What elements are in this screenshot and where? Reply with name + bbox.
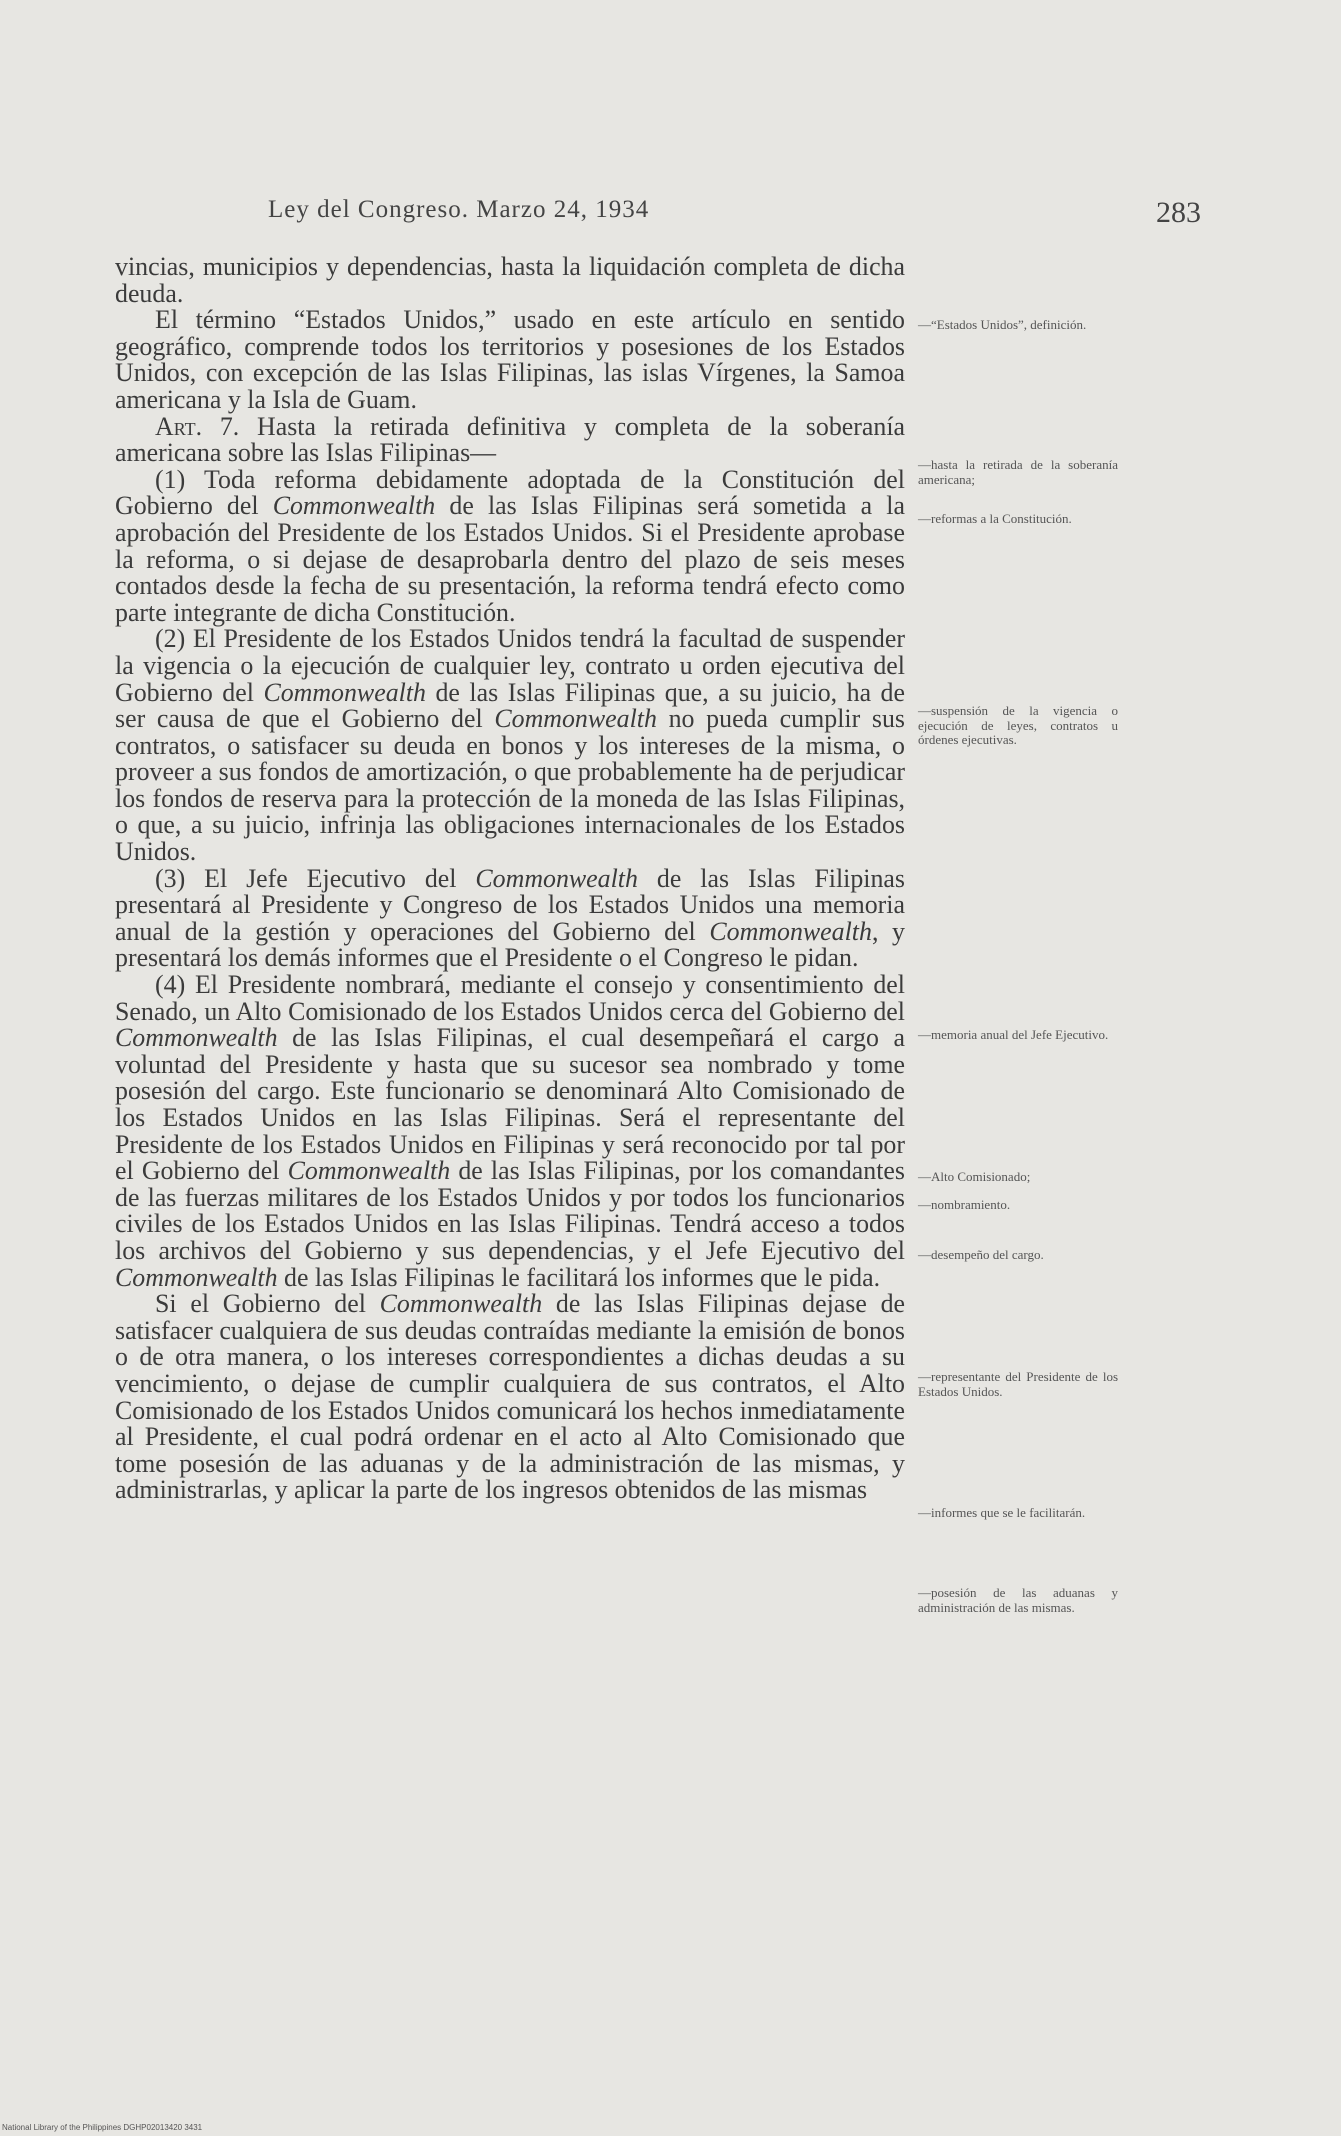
margin-note: —“Estados Unidos”, definición.: [918, 317, 1087, 332]
library-stamp: National Library of the Philippines DGHP02013420 3431: [2, 2123, 203, 2132]
margin-note: —nombramiento.: [918, 1197, 1011, 1212]
italic-term: Commonwealth: [287, 1156, 451, 1186]
italic-term: Commonwealth: [494, 704, 657, 734]
margin-note: —reformas a la Constitución.: [918, 511, 1072, 526]
margin-note: —posesión de las aduanas y administración de las mismas.: [918, 1585, 1118, 1615]
running-title: Ley del Congreso. Marzo 24, 1934: [268, 196, 650, 223]
italic-term: Commonwealth: [115, 1023, 278, 1053]
paragraph: (2) El Presidente de los Estados Unidos tendrá la facultad de suspender la vigencia o la ejecución de cualquier ley, contrato u orden ejecutiva del Gobierno del Commonwealth de las Islas Filipinas que, a su juicio, ha de ser causa de que el Gobierno del Commonwealth no pueda cumplir sus contratos, o satisfacer su deuda en bonos y los intereses de la misma, o proveer a sus fondos de amortización, o que probablemente ha de perjudicar los fondos de reserva para la protección de la moneda de las Islas Filipinas, o que, a su juicio, infrinja las obligaciones internacionales de los Estados Unidos.: [115, 624, 905, 867]
margin-note: —suspensión de la vigencia o ejecución de leyes, contratos u órdenes ejecutivas.: [918, 703, 1118, 747]
margin-note: —desempeño del cargo.: [918, 1247, 1044, 1262]
paragraph: (4) El Presidente nombrará, mediante el consejo y consentimiento del Senado, un Alto Comisionado de los Estados Unidos cerca del Gobierno del Commonwealth de las Islas Filipinas, el cual desempeñará el cargo a voluntad del Presidente y hasta que su sucesor sea nombrado y tome posesión del cargo. Este funcionario se denominará Alto Comisionado de los Estados Unidos en las Islas Filipinas. Será el representante del Presidente de los Estados Unidos en Filipinas y será reconocido por tal por el Gobierno del Commonwealth de las Islas Filipinas, por los comandantes de las fuerzas militares de los Estados Unidos y por todos los funcionarios civiles de los Estados Unidos en las Islas Filipinas. Tendrá acceso a todos los archivos del Gobierno y sus dependencias, y el Jefe Ejecutivo del Commonwealth de las Islas Filipinas le facilitará los informes que le pida.: [115, 970, 905, 1292]
page-number: 283: [1156, 196, 1201, 229]
italic-term: Commonwealth: [379, 1289, 543, 1319]
margin-note: —representante del Presidente de los Estados Unidos.: [918, 1369, 1118, 1399]
paragraph: vincias, municipios y dependencias, hasta la liquidación completa de dicha deuda.: [115, 252, 905, 308]
italic-term: Commonwealth: [115, 1262, 278, 1292]
article-label: Art. 7.: [155, 411, 240, 441]
main-text: [115, 254, 905, 1504]
paragraph: Art. 7. Hasta la retirada definitiva y completa de la soberanía americana sobre las Islas Filipinas—: [115, 411, 906, 468]
paragraph: El término “Estados Unidos,” usado en este artículo en sentido geográfico, comprende todos los territorios y posesiones de los Estados Unidos, con excepción de las Islas Filipinas, las islas Vírgenes, la Samoa americana y la Isla de Guam.: [115, 305, 905, 414]
margin-note: —hasta la retirada de la soberanía americana;: [918, 457, 1118, 487]
margin-note: —Alto Comisionado;: [918, 1169, 1031, 1184]
italic-term: Commonwealth: [475, 863, 638, 893]
paragraph: (1) Toda reforma debidamente adoptada de la Constitución del Gobierno del Commonwealth de las Islas Filipinas será sometida a la aprobación del Presidente de los Estados Unidos. Si el Presidente aprobase la reforma, o si dejase de desaprobarla dentro del plazo de seis meses contados desde la fecha de su presentación, la reforma tendrá efecto como parte integrante de dicha Constitución.: [115, 464, 905, 627]
margin-note: —memoria anual del Jefe Ejecutivo.: [918, 1027, 1109, 1042]
paragraph: (3) El Jefe Ejecutivo del Commonwealth de las Islas Filipinas presentará al Presidente y Congreso de los Estados Unidos una memoria anual de la gestión y operaciones del Gobierno del Commonwealth, y presentará los demás informes que el Presidente o el Congreso le pidan.: [115, 863, 905, 973]
paragraph: Si el Gobierno del Commonwealth de las Islas Filipinas dejase de satisfacer cualquiera de sus deudas contraídas mediante la emisión de bonos o de otra manera, o los intereses correspondientes a dichas deudas a su vencimiento, o dejase de cumplir cualquiera de sus contratos, el Alto Comisionado de los Estados Unidos comunicará los hechos inmediatamente al Presidente, el cual podrá ordenar en el acto al Alto Comisionado que tome posesión de las aduanas y de la administración de las mismas, y administrarlas, y aplicar la parte de los ingresos obtenidos de las mismas: [115, 1289, 905, 1505]
italic-term: Commonwealth: [272, 491, 436, 521]
italic-term: Commonwealth: [263, 677, 426, 707]
margin-note: —informes que se le facilitarán.: [918, 1505, 1086, 1520]
italic-term: Commonwealth: [709, 916, 872, 946]
